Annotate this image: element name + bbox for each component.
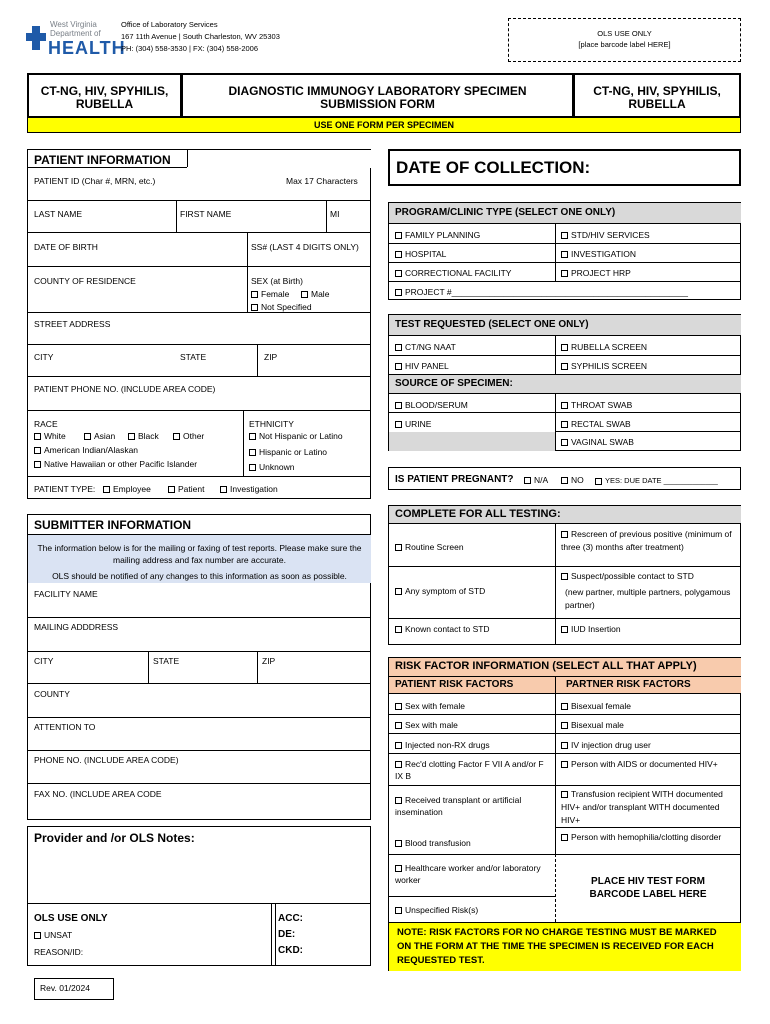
tests-section: [388, 314, 741, 451]
testing-section: [388, 505, 741, 645]
sub-state-label: STATE: [153, 656, 180, 666]
ols-use-label: OLS USE ONLY: [597, 29, 652, 38]
suspect-checkbox[interactable]: [561, 573, 568, 580]
sex-male-label: Male: [311, 289, 330, 299]
eth-unk-label: Unknown: [259, 462, 295, 472]
p1-checkbox[interactable]: [395, 703, 402, 710]
ckd-label: CKD:: [278, 945, 303, 956]
mailing-label: MAILING ADDDRESS: [34, 622, 119, 632]
known-label: Known contact to STD: [405, 624, 490, 634]
race-black-checkbox[interactable]: [128, 433, 135, 440]
throat-label: THROAT SWAB: [571, 400, 633, 410]
patient-title: PATIENT INFORMATION: [34, 153, 171, 167]
office-name: Office of Laboratory Services: [121, 20, 218, 29]
preg-no-label: NO: [571, 475, 584, 485]
p5-label: Received transplant or artificial insemination: [395, 795, 522, 817]
vaginal-label: VAGINAL SWAB: [571, 437, 634, 447]
tests-title: TEST REQUESTED (SELECT ONE ONLY): [389, 315, 741, 335]
de-label: DE:: [278, 929, 296, 940]
p1-label: Sex with female: [405, 701, 465, 711]
symptom-checkbox[interactable]: [395, 588, 402, 595]
race-other-checkbox[interactable]: [173, 433, 180, 440]
preg-yes-label: YES: DUE DATE _____________: [605, 476, 718, 485]
preg-no-checkbox[interactable]: [561, 477, 568, 484]
unsat-label: UNSAT: [44, 930, 73, 940]
dob-label: DATE OF BIRTH: [34, 242, 98, 252]
barcode-line1: PLACE HIV TEST FORM: [591, 876, 705, 887]
attention-label: ATTENTION TO: [34, 722, 96, 732]
race-nh-label: Native Hawaiian or other Pacific Islander: [44, 459, 198, 469]
office-address: 167 11th Avenue | South Charleston, WV 25303: [121, 32, 280, 41]
p7-label: Healthcare worker and/or laboratory worker: [395, 863, 541, 885]
first-name-label: FIRST NAME: [180, 209, 232, 219]
q3-checkbox[interactable]: [561, 742, 568, 749]
date-collection-title: DATE OF COLLECTION:: [396, 158, 591, 177]
symptom-label: Any symptom of STD: [405, 586, 486, 596]
eth-not-label: Not Hispanic or Latino: [259, 431, 343, 441]
hiv-checkbox[interactable]: [395, 363, 402, 370]
rescreen-checkbox[interactable]: [561, 531, 568, 538]
urine-label: URINE: [405, 419, 432, 429]
max-chars-label: Max 17 Characters: [286, 176, 358, 186]
office-phone: PH: (304) 558-3530 | FX: (304) 558-2006: [121, 44, 259, 53]
sub-zip-label: ZIP: [262, 656, 276, 666]
std-checkbox[interactable]: [561, 232, 568, 239]
sub-county-label: COUNTY: [34, 689, 70, 699]
title-right: CT-NG, HIV, SPYHILIS, RUBELLA: [573, 73, 741, 118]
testing-title: COMPLETE FOR ALL TESTING:: [389, 506, 741, 523]
investigation-checkbox[interactable]: [561, 251, 568, 258]
sex-female-checkbox[interactable]: [251, 291, 258, 298]
barcode-label: [place barcode label HERE]: [578, 40, 671, 49]
risk-section: [388, 657, 741, 971]
submitter-note2: OLS should be notified of any changes to this information as soon as possible.: [52, 571, 347, 581]
p5-checkbox[interactable]: [395, 797, 402, 804]
rubella-label: RUBELLA SCREEN: [571, 342, 648, 352]
iud-checkbox[interactable]: [561, 626, 568, 633]
sex-ns-label: Not Specified: [261, 302, 312, 312]
p4-label: Rec'd clotting Factor F VII A and/or F IX B: [395, 759, 544, 781]
race-white-checkbox[interactable]: [34, 433, 41, 440]
pregnant-section: [388, 467, 741, 490]
p2-label: Sex with male: [405, 720, 458, 730]
rescreen-label: Rescreen of previous positive (minimum of three (3) months after treatment): [561, 529, 732, 552]
q5-checkbox[interactable]: [561, 791, 568, 798]
eth-not-checkbox[interactable]: [249, 433, 256, 440]
q4-label: Person with AIDS or documented HIV+: [571, 759, 718, 769]
state-label: STATE: [180, 352, 207, 362]
hospital-label: HOSPITAL: [405, 249, 447, 259]
type-pat-label: Patient: [178, 484, 205, 494]
type-inv-checkbox[interactable]: [220, 486, 227, 493]
rectal-label: RECTAL SWAB: [571, 419, 631, 429]
patient-section: [27, 149, 371, 499]
notes-title: Provider and /or OLS Notes:: [34, 831, 195, 845]
p4-checkbox[interactable]: [395, 761, 402, 768]
iud-label: IUD Insertion: [571, 624, 621, 634]
q1-checkbox[interactable]: [561, 703, 568, 710]
q3-label: IV injection drug user: [571, 740, 651, 750]
barcode-box: [508, 18, 741, 62]
hospital-checkbox[interactable]: [395, 251, 402, 258]
race-nh-checkbox[interactable]: [34, 461, 41, 468]
zip-label: ZIP: [264, 352, 278, 362]
patient-phone-label: PATIENT PHONE NO. (INCLUDE AREA CODE): [34, 384, 216, 394]
patient-type-label: PATIENT TYPE:: [34, 484, 96, 494]
submitter-section: [27, 514, 371, 820]
notes-section: [27, 826, 371, 966]
rev-label: Rev. 01/2024: [34, 978, 114, 1000]
q2-label: Bisexual male: [571, 720, 624, 730]
race-white-label: White: [44, 431, 66, 441]
ctng-checkbox[interactable]: [395, 344, 402, 351]
race-asian-checkbox[interactable]: [84, 433, 91, 440]
eth-his-label: Hispanic or Latino: [259, 447, 328, 457]
facility-label: FACILITY NAME: [34, 589, 98, 599]
logo-line2: Department of: [50, 29, 101, 38]
source-title: SOURCE OF SPECIMEN:: [389, 375, 741, 393]
ctng-label: CT/NG NAAT: [405, 342, 456, 352]
preg-yes-checkbox[interactable]: [595, 478, 602, 485]
barcode-line2: BARCODE LABEL HERE: [589, 889, 707, 900]
p3-label: Injected non-RX drugs: [405, 740, 490, 750]
sex-label: SEX (at Birth): [251, 276, 303, 286]
urine-checkbox[interactable]: [395, 421, 402, 428]
known-checkbox[interactable]: [395, 626, 402, 633]
q6-checkbox[interactable]: [561, 834, 568, 841]
routine-checkbox[interactable]: [395, 544, 402, 551]
city-label: CITY: [34, 352, 54, 362]
race-ai-label: American Indian/Alaskan: [44, 445, 139, 455]
type-inv-label: Investigation: [230, 484, 278, 494]
std-label: STD/HIV SERVICES: [571, 230, 650, 240]
fax-label: FAX NO. (INCLUDE AREA CODE: [34, 789, 162, 799]
acc-label: ACC:: [278, 913, 303, 924]
hrp-checkbox[interactable]: [561, 270, 568, 277]
p7-checkbox[interactable]: [395, 865, 402, 872]
q6-label: Person with hemophilia/clotting disorder: [571, 832, 722, 842]
logo-cross-icon: [26, 24, 46, 52]
hiv-label: HIV PANEL: [405, 361, 449, 371]
investigation-label: INVESTIGATION: [571, 249, 637, 259]
blood-checkbox[interactable]: [395, 402, 402, 409]
race-asian-label: Asian: [94, 431, 116, 441]
throat-checkbox[interactable]: [561, 402, 568, 409]
hrp-label: PROJECT HRP: [571, 268, 631, 278]
pregnant-label: IS PATIENT PREGNANT?: [395, 474, 514, 485]
logo-line1: West Virginia: [50, 20, 97, 29]
banner: USE ONE FORM PER SPECIMEN: [27, 117, 741, 133]
ssn-label: SS# (LAST 4 DIGITS ONLY): [251, 242, 359, 252]
q1-label: Bisexual female: [571, 701, 632, 711]
eth-his-checkbox[interactable]: [249, 449, 256, 456]
rectal-checkbox[interactable]: [561, 421, 568, 428]
p2-checkbox[interactable]: [395, 722, 402, 729]
sub-city-label: CITY: [34, 656, 54, 666]
hiv-barcode-area: [555, 854, 741, 922]
sex-male-checkbox[interactable]: [301, 291, 308, 298]
risk-title: RISK FACTOR INFORMATION (SELECT ALL THAT APPLY): [389, 658, 741, 676]
p3-checkbox[interactable]: [395, 742, 402, 749]
suspect-label: Suspect/possible contact to STD: [571, 571, 694, 581]
ethnicity-label: ETHNICITY: [249, 419, 294, 429]
syphilis-label: SYPHILIS SCREEN: [571, 361, 648, 371]
q4-checkbox[interactable]: [561, 761, 568, 768]
program-title: PROGRAM/CLINIC TYPE (SELECT ONE ONLY): [389, 203, 741, 223]
project-checkbox[interactable]: [395, 289, 402, 296]
program-section: [388, 202, 741, 300]
title-left: CT-NG, HIV, SPYHILIS, RUBELLA: [27, 73, 182, 118]
risk-note: NOTE: RISK FACTORS FOR NO CHARGE TESTING MUST BE MARKED ON THE FORM AT THE TIME THE SPECIMEN IS RECEIVED FOR EACH REQUESTED TEST.: [389, 923, 741, 971]
suspect-detail: (new partner, multiple partners, polygamous partner): [565, 587, 731, 610]
logo-line3: HEALTH: [48, 38, 126, 58]
p6-checkbox[interactable]: [395, 840, 402, 847]
race-other-label: Other: [183, 431, 205, 441]
reason-label: REASON/ID:: [34, 947, 84, 957]
q5-label: Transfusion recipient WITH documented HIV+ and/or transplant WITH documented HIV+: [561, 789, 723, 825]
street-label: STREET ADDRESS: [34, 319, 111, 329]
submitter-title: SUBMITTER INFORMATION: [34, 518, 192, 532]
preg-na-label: N/A: [534, 475, 549, 485]
mi-label: MI: [330, 209, 340, 219]
p8-label: Unspecified Risk(s): [405, 905, 479, 915]
sex-female-label: Female: [261, 289, 290, 299]
unsat-checkbox[interactable]: [34, 932, 41, 939]
sub-phone-label: PHONE NO. (INCLUDE AREA CODE): [34, 755, 179, 765]
q2-checkbox[interactable]: [561, 722, 568, 729]
type-emp-label: Employee: [113, 484, 151, 494]
title-center: DIAGNOSTIC IMMUNOGY LABORATORY SPECIMEN SUBMISSION FORM: [181, 73, 574, 118]
county-label: COUNTY OF RESIDENCE: [34, 276, 136, 286]
project-label: PROJECT #__________________________________________________: [405, 287, 688, 297]
partner-risk-col: PARTNER RISK FACTORS: [556, 677, 741, 693]
rubella-checkbox[interactable]: [561, 344, 568, 351]
type-pat-checkbox[interactable]: [168, 486, 175, 493]
sex-ns-checkbox[interactable]: [251, 304, 258, 311]
submitter-note1: The information below is for the mailing or faxing of test reports. Please make sure the mailing address and fax number are accurate.: [37, 543, 362, 565]
race-ai-checkbox[interactable]: [34, 447, 41, 454]
race-label: RACE: [34, 419, 58, 429]
race-black-label: Black: [138, 431, 159, 441]
family-checkbox[interactable]: [395, 232, 402, 239]
routine-label: Routine Screen: [405, 542, 464, 552]
date-collection: [388, 149, 741, 186]
correctional-label: CORRECTIONAL FACILITY: [405, 268, 512, 278]
p6-label: Blood transfusion: [405, 838, 471, 848]
logo: [26, 18, 126, 60]
correctional-checkbox[interactable]: [395, 270, 402, 277]
notes-ols-use: OLS USE ONLY: [34, 913, 108, 924]
vaginal-checkbox[interactable]: [561, 439, 568, 446]
patient-risk-col: PATIENT RISK FACTORS: [389, 677, 555, 693]
type-emp-checkbox[interactable]: [103, 486, 110, 493]
syphilis-checkbox[interactable]: [561, 363, 568, 370]
p8-checkbox[interactable]: [395, 907, 402, 914]
preg-na-checkbox[interactable]: [524, 477, 531, 484]
eth-unk-checkbox[interactable]: [249, 464, 256, 471]
family-label: FAMILY PLANNING: [405, 230, 481, 240]
blood-label: BLOOD/SERUM: [405, 400, 468, 410]
last-name-label: LAST NAME: [34, 209, 83, 219]
patient-id-label: PATIENT ID (Char #, MRN, etc.): [34, 176, 156, 186]
